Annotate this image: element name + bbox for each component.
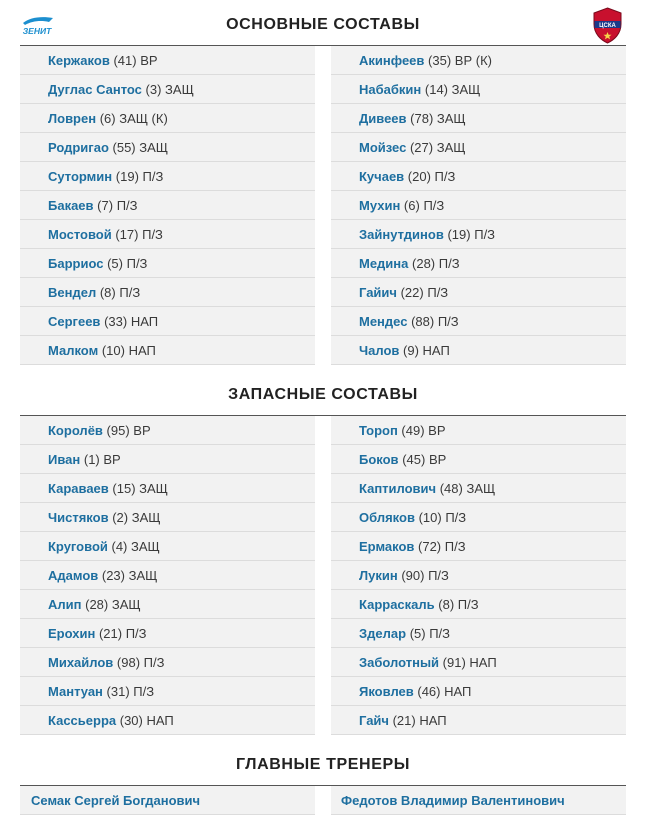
player-number: (78) (410, 111, 434, 126)
player-position: П/З (429, 626, 451, 641)
player-name-link[interactable]: Кержаков (48, 53, 110, 68)
player-number: (17) (115, 227, 139, 242)
player-name-link[interactable]: Кучаев (359, 169, 405, 184)
player-row (20, 590, 315, 619)
player-row (331, 706, 626, 735)
player-number: (21) (98, 626, 123, 641)
player-number: (10) (418, 510, 442, 525)
player-row (331, 307, 626, 336)
player-name-link[interactable]: Адамов (48, 568, 99, 583)
player-number: (19) (115, 169, 139, 184)
player-number: (5) (409, 626, 426, 641)
player-name-link[interactable]: Гайч (359, 713, 389, 728)
player-name-link[interactable]: Акинфеев (359, 53, 425, 68)
player-number: (8) (99, 285, 116, 300)
player-name-link[interactable]: Алип (48, 597, 82, 612)
player-number: (19) (447, 227, 471, 242)
player-number: (20) (407, 169, 431, 184)
player-position: ЗАЩ (436, 111, 466, 126)
player-row (20, 503, 315, 532)
coach-name-home[interactable]: Семак Сергей Богданович (31, 793, 201, 808)
player-position: ВР (133, 423, 151, 438)
player-name-link[interactable]: Мендес (359, 314, 408, 329)
player-position: ВР (103, 452, 121, 467)
player-name-link[interactable]: Карраскаль (359, 597, 435, 612)
player-row (20, 220, 315, 249)
player-number: (4) (111, 539, 128, 554)
player-row (331, 590, 626, 619)
player-name-link[interactable]: Яковлев (359, 684, 414, 699)
player-number: (90) (401, 568, 425, 583)
player-row (331, 561, 626, 590)
player-number: (21) (392, 713, 416, 728)
player-number: (5) (107, 256, 123, 271)
player-row (331, 191, 626, 220)
player-row (331, 133, 626, 162)
player-row (20, 104, 315, 133)
starting-away-list (331, 46, 626, 365)
player-name-link[interactable]: Мостовой (48, 227, 112, 242)
player-position: НАП (128, 343, 156, 358)
player-name-link[interactable]: Вендел (48, 285, 97, 300)
player-name-link[interactable]: Набабкин (359, 82, 422, 97)
player-number: (28) (412, 256, 436, 271)
player-row (331, 75, 626, 104)
player-number: (10) (101, 343, 125, 358)
player-number: (31) (106, 684, 130, 699)
player-name-link[interactable]: Мойзес (359, 140, 407, 155)
player-name-link[interactable]: Мухин (359, 198, 401, 213)
player-position: ЗАЩ (111, 597, 141, 612)
player-name-link[interactable]: Медина (359, 256, 409, 271)
player-row (331, 474, 626, 503)
player-row (331, 532, 626, 561)
coach-row (331, 786, 626, 815)
player-row (331, 249, 626, 278)
player-name-link[interactable]: Иван (48, 452, 81, 467)
player-position: ЗАЩ (131, 539, 160, 554)
player-name-link[interactable]: Родригао (48, 140, 109, 155)
player-name-link[interactable]: Сутормин (48, 169, 113, 184)
player-position: ЗАЩ (436, 140, 466, 155)
player-row (20, 706, 315, 735)
player-number: (55) (112, 140, 136, 155)
player-position: НАП (444, 684, 472, 699)
player-name-link[interactable]: Лукин (359, 568, 398, 583)
player-row (20, 474, 315, 503)
player-number: (28) (85, 597, 109, 612)
coach-name-away[interactable]: Федотов Владимир Валентинович (341, 793, 565, 808)
player-number: (95) (106, 423, 130, 438)
player-position: НАП (130, 314, 159, 329)
player-position: П/З (116, 198, 138, 213)
player-position: ВР (428, 423, 446, 438)
player-name-link[interactable]: Ловрен (48, 111, 97, 126)
player-position: П/З (423, 198, 445, 213)
player-row (331, 445, 626, 474)
player-row (331, 162, 626, 191)
player-number: (14) (424, 82, 449, 97)
player-row (331, 220, 626, 249)
player-name-link[interactable]: Караваев (48, 481, 109, 496)
player-number: (41) (113, 53, 137, 68)
player-position: ЗАЩ (К) (119, 111, 168, 126)
player-position: ВР (428, 452, 447, 467)
player-number: (2) (112, 510, 129, 525)
player-name-link[interactable]: Дивеев (359, 111, 407, 126)
player-row (20, 46, 315, 75)
player-name-link[interactable]: Зайнутдинов (359, 227, 444, 242)
starting-home-list (20, 46, 315, 365)
player-number: (22) (400, 285, 424, 300)
player-name-link[interactable]: Малком (48, 343, 99, 358)
player-name-link[interactable]: Боков (359, 452, 399, 467)
player-position: НАП (146, 713, 174, 728)
player-position: НАП (419, 713, 447, 728)
player-number: (98) (116, 655, 141, 670)
player-position: П/З (125, 626, 147, 641)
player-position: ЗАЩ (139, 481, 168, 496)
player-name-link[interactable]: Мантуан (48, 684, 103, 699)
coach-home (20, 786, 315, 815)
player-position: П/З (143, 655, 165, 670)
player-row (20, 336, 315, 365)
player-name-link[interactable]: Каптилович (359, 481, 437, 496)
coach-row (20, 786, 315, 815)
player-name-link[interactable]: Королёв (48, 423, 103, 438)
player-position: П/З (428, 568, 449, 583)
section-title-coaches: ГЛАВНЫЕ ТРЕНЕРЫ (235, 756, 411, 773)
player-number: (35) (428, 53, 452, 68)
player-name-link[interactable]: Михайлов (48, 655, 114, 670)
player-position: ЗАЩ (131, 510, 161, 525)
player-row (20, 416, 315, 445)
player-number: (46) (417, 684, 441, 699)
cska-logo-wordmark: ЦСКА (599, 22, 616, 29)
player-name-link[interactable]: Ермаков (359, 539, 415, 554)
player-row (20, 648, 315, 677)
player-number: (8) (438, 597, 455, 612)
player-row (331, 278, 626, 307)
player-number: (9) (403, 343, 419, 358)
player-row (331, 648, 626, 677)
player-row (331, 336, 626, 365)
player-number: (27) (409, 140, 434, 155)
player-name-link[interactable]: Кассьерра (48, 713, 117, 728)
player-number: (30) (119, 713, 143, 728)
player-position: П/З (142, 227, 163, 242)
player-position: П/З (119, 285, 141, 300)
player-name-link[interactable]: Дуглас Сантос (48, 82, 142, 97)
player-position: П/З (133, 684, 155, 699)
substitutes-home-list (20, 416, 315, 735)
section-title-starting: ОСНОВНЫЕ СОСТАВЫ (226, 16, 420, 33)
player-row (20, 278, 315, 307)
player-name-link[interactable]: Бакаев (48, 198, 94, 213)
player-number: (72) (418, 539, 442, 554)
player-position: ЗАЩ (451, 82, 481, 97)
player-position: П/З (444, 539, 466, 554)
section-title-substitutes: ЗАПАСНЫЕ СОСТАВЫ (228, 386, 418, 403)
player-row (20, 561, 315, 590)
player-position: П/З (434, 169, 456, 184)
player-position: НАП (469, 655, 497, 670)
player-name-link[interactable]: Ерохин (48, 626, 96, 641)
player-position: ВР (140, 53, 158, 68)
player-name-link[interactable]: Круговой (48, 539, 108, 554)
player-name-link[interactable]: Чистяков (48, 510, 109, 525)
player-number: (49) (401, 423, 425, 438)
player-row (20, 133, 315, 162)
player-position: П/З (142, 169, 164, 184)
player-row (331, 619, 626, 648)
player-row (20, 75, 315, 104)
player-name-link[interactable]: Тороп (359, 423, 398, 438)
player-row (331, 503, 626, 532)
player-row (331, 46, 626, 75)
player-number: (3) (145, 82, 162, 97)
player-number: (15) (112, 481, 136, 496)
coach-away (331, 786, 626, 815)
player-position: П/З (445, 510, 467, 525)
player-name-link[interactable]: Гайич (359, 285, 397, 300)
player-number: (6) (403, 198, 420, 213)
player-number: (45) (402, 452, 426, 467)
player-position: ЗАЩ (128, 568, 158, 583)
player-row (331, 677, 626, 706)
player-position: ЗАЩ (165, 82, 194, 97)
player-row (20, 445, 315, 474)
player-position: П/З (126, 256, 148, 271)
player-position: П/З (437, 314, 459, 329)
substitutes-away-list (331, 416, 626, 735)
player-name-link[interactable]: Заболотный (359, 655, 440, 670)
player-row (20, 162, 315, 191)
player-row (20, 619, 315, 648)
player-row (20, 532, 315, 561)
player-row (20, 191, 315, 220)
player-name-link[interactable]: Обляков (359, 510, 415, 525)
player-number: (91) (442, 655, 466, 670)
player-position: ВР (К) (454, 53, 492, 68)
player-row (20, 307, 315, 336)
player-number: (48) (439, 481, 463, 496)
player-position: НАП (422, 343, 450, 358)
player-position: П/З (457, 597, 479, 612)
player-row (331, 104, 626, 133)
player-name-link[interactable]: Сергеев (48, 314, 101, 329)
player-position: ЗАЩ (466, 481, 496, 496)
player-number: (7) (97, 198, 114, 213)
player-name-link[interactable]: Чалов (359, 343, 400, 358)
player-row (20, 249, 315, 278)
player-position: П/З (427, 285, 449, 300)
player-number: (6) (99, 111, 116, 126)
player-position: ЗАЩ (139, 140, 168, 155)
player-number: (23) (101, 568, 125, 583)
player-name-link[interactable]: Барриос (48, 256, 104, 271)
player-position: П/З (474, 227, 496, 242)
zenit-logo-wordmark: ЗЕНИТ (22, 26, 52, 36)
player-row (20, 677, 315, 706)
player-position: П/З (438, 256, 460, 271)
player-number: (1) (83, 452, 100, 467)
player-number: (88) (411, 314, 435, 329)
player-name-link[interactable]: Зделар (359, 626, 407, 641)
player-number: (33) (104, 314, 128, 329)
player-row (331, 416, 626, 445)
